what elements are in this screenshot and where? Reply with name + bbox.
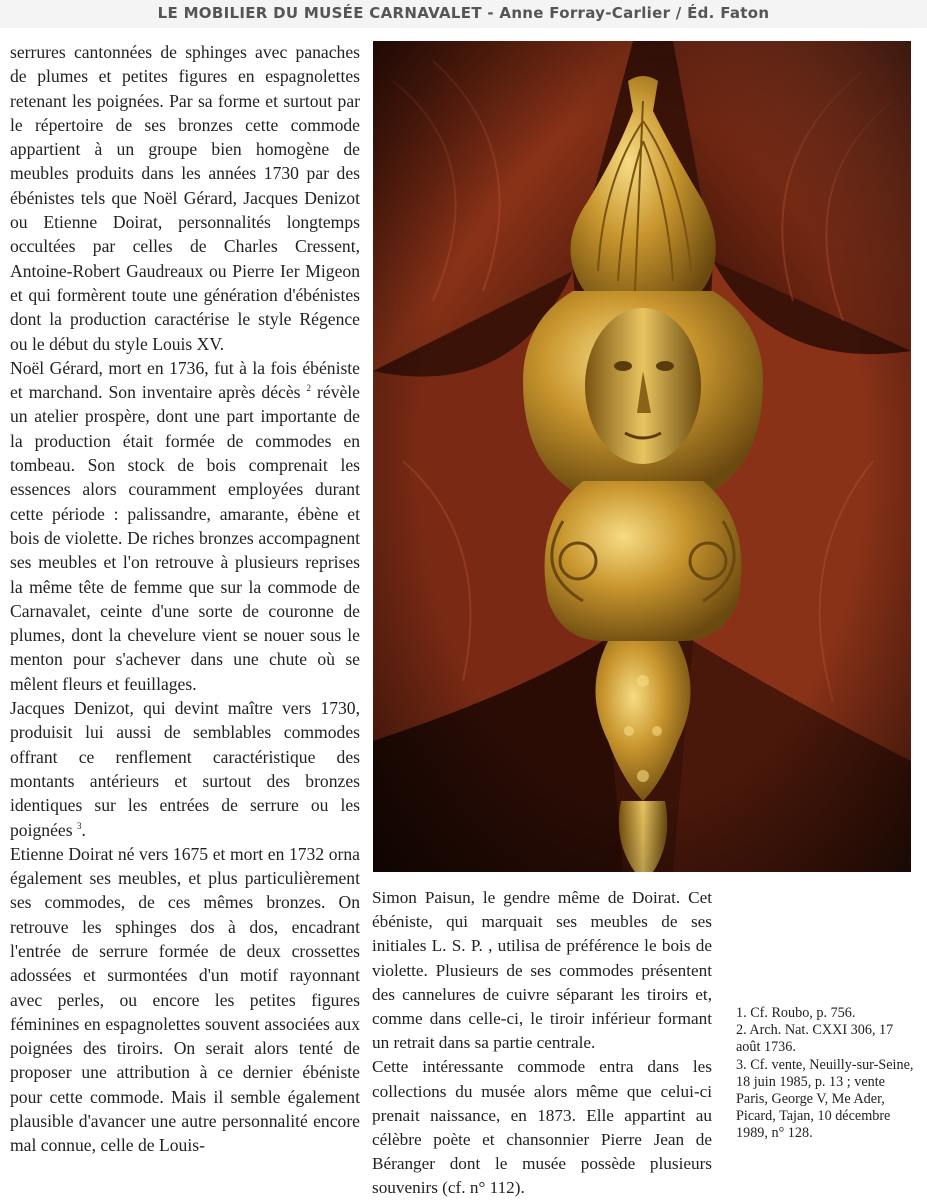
- text-span: Jacques Denizot, qui devint maître vers 1730, produisit lui aussi de semblables commodes offrant ce renflement caractéristique des montants antérieurs et surtout des bronzes identiques sur les entrées de serrure ou les poignées: [10, 698, 360, 840]
- bronze-mount-illustration: [373, 41, 911, 872]
- paragraph-etienne-doirat: Etienne Doirat né vers 1675 et mort en 1732 orna également ses meubles, et plus particulièrement ses commodes, de ces mêmes bronzes. On retrouve les sphinges dos à dos, encadrant l'entrée de serrure formée de deux crossettes adossées et surmontées d'un motif rayonnant avec perles, ou encore les petites figures féminines en espagnolettes souvent associées aux poignées des tiroirs. On serait alors tenté de proposer une attribution à ce dernier ébéniste pour cette commode. Mais il semble également plausible d'avancer une autre personnalité encore mal connue, celle de Louis-: [10, 843, 360, 1156]
- footnote-3: 3. Cf. vente, Neuilly-sur-Seine, 18 juin 1985, p. 13 ; vente Paris, George V, Me Ader, Picard, Tajan, 10 décembre 1989, n° 128.: [736, 1056, 914, 1142]
- footnote-ref-2: 2: [306, 383, 311, 394]
- text-span: révèle un atelier prospère, dont une part importante de la production était formée de commodes en tombeau. Son stock de bois comprenait les essences alors couramment employées durant cette période : palissandre, amarante, ébène et bois de violette. De riches bronzes accompagnent ses meubles et l'on retrouve à plusieurs reprises la même tête de femme que sur la commode de Carnavalet, ceinte d'une sorte de couronne de plumes, dont la chevelure vient se nouer sous le menton pour s'achever dans une chute où se mêlent fleurs et feuillages.: [10, 382, 360, 694]
- paragraph-commode-group: serrures cantonnées de sphinges avec panaches de plumes et petites figures en espagnolettes retenant les poignées. Par sa forme et surtout par le répertoire de ses bronzes cette commode appartient à un groupe bien homogène de meubles produits dans les années 1730 par des ébénistes tels que Noël Gérard, Jacques Denizot ou Etienne Doirat, personnalités longtemps occultées par celles de Charles Cressent, Antoine-Robert Gaudreaux ou Pierre Ier Migeon et qui formèrent toute une génération d'ébénistes dont la production caractérise le style Régence ou le début du style Louis XV.: [10, 42, 360, 354]
- bronze-mount-photograph: [373, 41, 911, 872]
- paragraph-provenance: Cette intéressante commode entra dans les collections du musée alors même que celui-ci prenait naissance, en 1873. Elle appartint au célèbre poète et chansonnier Pierre Jean de Béranger dont le musée possède plusieurs souvenirs (cf. n° 112).: [372, 1057, 712, 1198]
- footnote-ref-3: 3: [76, 820, 82, 831]
- footnotes: [736, 1005, 916, 1143]
- left-text-column: [10, 40, 360, 1158]
- text-span: Noël Gérard, mort en 1736, fut à la fois ébéniste et marchand. Son inventaire après décès: [10, 357, 360, 403]
- paragraph-noel-gerard: [10, 356, 360, 696]
- footnote-1: 1. Cf. Roubo, p. 756.: [736, 1005, 856, 1021]
- running-header: LE MOBILIER DU MUSÉE CARNAVALET - Anne Forray-Carlier / Éd. Faton: [0, 0, 927, 28]
- footnote-2: 2. Arch. Nat. CXXI 306, 17 août 1736.: [736, 1022, 894, 1056]
- paragraph-jacques-denizot: [10, 696, 360, 842]
- text-span: .: [81, 819, 86, 840]
- middle-text-column: [372, 886, 712, 1201]
- paragraph-louis-simon-paisun: Simon Paisun, le gendre même de Doirat. Cet ébéniste, qui marquait ses meubles de ses initiales L. S. P. , utilisa de préférence le bois de violette. Plusieurs de ses commodes présentent des cannelures de cuivre séparant les tiroirs et, comme dans celle-ci, le tiroir inférieur formant un retrait dans sa partie centrale.: [372, 888, 712, 1053]
